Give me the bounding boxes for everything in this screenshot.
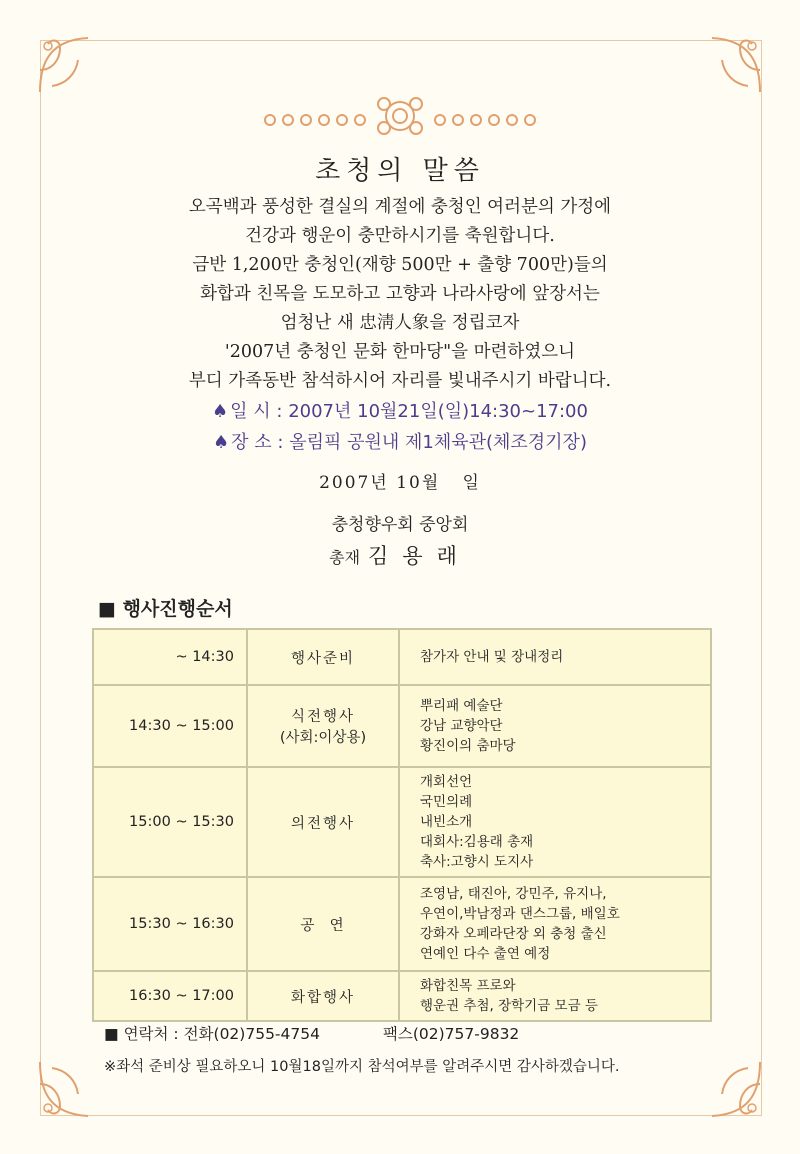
datetime-label: 일 시 : — [230, 401, 283, 422]
table-row — [93, 767, 711, 877]
corner-flourish-icon — [32, 1054, 102, 1124]
schedule-details — [399, 877, 711, 971]
detail-line: 참가자 안내 및 장내정리 — [420, 649, 564, 665]
contact-info — [104, 1022, 519, 1044]
signature-block — [0, 510, 800, 574]
detail-line: 강남 교향악단 — [420, 718, 503, 734]
event-name: 식전행사 — [290, 709, 356, 725]
schedule-details — [399, 767, 711, 877]
message-line: 엄청난 새 忠淸人象을 정립코자 — [280, 313, 520, 333]
schedule-time: 14:30 ~ 15:00 — [93, 685, 247, 767]
venue-label: 장 소 : — [231, 432, 284, 453]
schedule-time: 16:30 ~ 17:00 — [93, 971, 247, 1021]
president-title: 총재 — [329, 548, 361, 567]
detail-line: 우연이,박남정과 댄스그룹, 배일호 — [420, 906, 620, 922]
event-info — [0, 396, 800, 458]
detail-line: 행운권 추첨, 장학기금 모금 등 — [420, 998, 598, 1014]
detail-line: 조영남, 태진아, 강민주, 유지나, — [420, 886, 607, 902]
spade-icon: ♠ — [213, 432, 230, 453]
message-line: 부디 가족동반 참석하시어 자리를 빛내주시기 바랍니다. — [188, 371, 612, 391]
schedule-heading: ■ 행사진행순서 — [98, 598, 233, 620]
detail-line: 연예인 다수 출연 예정 — [420, 946, 551, 962]
table-row — [93, 685, 711, 767]
detail-line: 축사:고향시 도지사 — [420, 854, 534, 870]
page-title: 초청의 말씀 — [315, 156, 485, 186]
schedule-event — [247, 629, 399, 685]
schedule-details — [399, 685, 711, 767]
corner-flourish-icon — [698, 1054, 768, 1124]
schedule-event — [247, 685, 399, 767]
rsvp-notice: ※좌석 준비상 필요하오니 10월18일까지 참석여부를 알려주시면 감사하겠습니다. — [104, 1059, 620, 1075]
contact-fax: 팩스(02)757-9832 — [382, 1025, 520, 1043]
message-line: 오곡백과 풍성한 결실의 계절에 충청인 여러분의 가정에 — [188, 197, 612, 217]
message-line: 화합과 친목을 도모하고 고향과 나라사랑에 앞장서는 — [200, 284, 600, 304]
schedule-table — [92, 628, 712, 1022]
schedule-time: 15:30 ~ 16:30 — [93, 877, 247, 971]
message-line: 금반 1,200만 충청인(재향 500만 + 출향 700만)들의 — [192, 255, 608, 275]
organization-name: 충청향우회 중앙회 — [331, 515, 469, 535]
table-row — [93, 629, 711, 685]
president-name: 김용래 — [368, 544, 471, 568]
venue-value: 올림픽 공원내 제1체육관(체조경기장) — [289, 432, 587, 453]
event-subtitle: (사회:이상용) — [279, 730, 367, 746]
event-venue — [0, 427, 800, 458]
message-line: 건강과 행운이 충만하시기를 축원합니다. — [245, 226, 555, 246]
detail-line: 개회선언 — [420, 774, 473, 790]
datetime-value: 2007년 10월21일(일)14:30~17:00 — [288, 401, 588, 422]
message-line: '2007년 충청인 문화 한마당"을 마련하였으니 — [224, 342, 576, 362]
table-row — [93, 877, 711, 971]
schedule-details — [399, 971, 711, 1021]
detail-line: 강화자 오페라단장 외 충청 출신 — [420, 926, 607, 942]
spade-icon: ♠ — [212, 401, 229, 422]
event-name: 화합행사 — [290, 989, 356, 1006]
event-datetime — [0, 396, 800, 427]
invitation-message — [0, 193, 800, 396]
detail-line: 화합친목 프로와 — [420, 978, 516, 994]
detail-line: 황진이의 춤마당 — [420, 738, 516, 754]
schedule-time: ~ 14:30 — [93, 629, 247, 685]
contact-label: ■ 연락처 : — [104, 1025, 179, 1043]
detail-line: 내빈소개 — [420, 814, 473, 830]
president-line — [0, 541, 800, 574]
issue-date: 2007년 10월 일 — [319, 473, 481, 493]
corner-flourish-icon — [698, 30, 768, 100]
corner-flourish-icon — [32, 30, 102, 100]
schedule-time: 15:00 ~ 15:30 — [93, 767, 247, 877]
schedule-event — [247, 767, 399, 877]
detail-line: 뿌리패 예술단 — [420, 698, 503, 714]
detail-line: 대회사:김용래 총재 — [420, 834, 534, 850]
detail-line: 국민의례 — [420, 794, 473, 810]
event-name: 행사준비 — [290, 650, 356, 667]
event-name: 의전행사 — [290, 815, 356, 832]
contact-phone: 전화(02)755-4754 — [183, 1025, 320, 1043]
schedule-event — [247, 877, 399, 971]
schedule-event — [247, 971, 399, 1021]
schedule-details — [399, 629, 711, 685]
table-row — [93, 971, 711, 1021]
top-ornament-icon — [250, 90, 550, 140]
event-name: 공 연 — [300, 917, 346, 934]
